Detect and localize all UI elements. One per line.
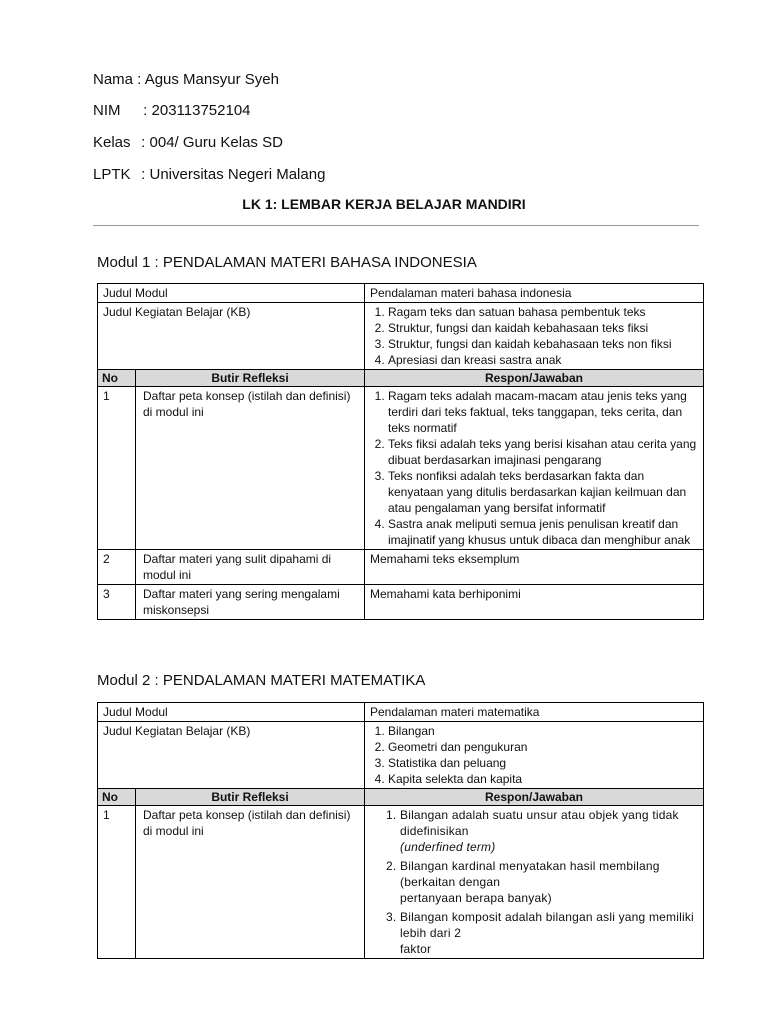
- list-item: 4. Sastra anak meliputi semua jenis penulisan kreatif dan imajinatif yang khusus untuk dibaca dan menghibur anak: [388, 516, 699, 548]
- nim-value: : 203113752104: [143, 102, 251, 119]
- lptk-value: : Universitas Negeri Malang: [141, 166, 326, 183]
- row-no: 1: [98, 806, 136, 959]
- list-item: 1. Ragam teks dan satuan bahasa pembentuk teks: [388, 304, 699, 320]
- nim-row: [93, 102, 251, 120]
- header-row: [98, 789, 704, 806]
- page-title: LK 1: LEMBAR KERJA BELAJAR MANDIRI: [242, 196, 526, 212]
- list-item: 4. Apresiasi dan kreasi sastra anak: [388, 352, 699, 368]
- list-item: [400, 909, 699, 957]
- judul-modul-value: Pendalaman materi bahasa indonesia: [365, 284, 704, 303]
- item-text: pertanyaan berapa banyak): [400, 891, 552, 905]
- col-respon: Respon/Jawaban: [365, 370, 704, 387]
- table-row: [98, 387, 704, 550]
- list-item: 3. Teks nonfiksi adalah teks berdasarkan fakta dan kenyataan yang ditulis berdasarkan kajian keilmuan dan atau pengalaman yang bersifat informatif: [388, 468, 699, 516]
- list-item: [400, 858, 699, 906]
- row-butir: Daftar peta konsep (istilah dan definisi) di modul ini: [136, 387, 365, 550]
- row-no: 3: [98, 585, 136, 620]
- modul1-table: [97, 283, 704, 620]
- respon-list: [370, 388, 699, 548]
- col-no: No: [98, 370, 136, 387]
- kb-list-cell: [365, 303, 704, 370]
- kb-list: [370, 304, 699, 368]
- divider: [93, 225, 699, 226]
- row-respon: [365, 806, 704, 959]
- kb-list-cell: [365, 722, 704, 789]
- item-text: Bilangan kardinal menyatakan hasil membilang (berkaitan dengan: [400, 859, 660, 889]
- respon-list: [370, 807, 699, 957]
- kelas-row: [93, 134, 283, 152]
- row-butir: Daftar materi yang sering mengalami miskonsepsi: [136, 585, 365, 620]
- row-no: 1: [98, 387, 136, 550]
- col-butir: Butir Refleksi: [136, 370, 365, 387]
- table-row: [98, 703, 704, 722]
- kb-label: Judul Kegiatan Belajar (KB): [98, 722, 365, 789]
- list-item: 2. Teks fiksi adalah teks yang berisi kisahan atau cerita yang dibuat berdasarkan imajinasi pengarang: [388, 436, 699, 468]
- modul1-heading: Modul 1 : PENDALAMAN MATERI BAHASA INDONESIA: [97, 254, 477, 271]
- kb-list: [370, 723, 699, 787]
- kelas-label: Kelas: [93, 134, 131, 151]
- table-row: [98, 722, 704, 789]
- row-no: 2: [98, 550, 136, 585]
- list-item: 4. Kapita selekta dan kapita: [388, 771, 699, 787]
- list-item: 1. Ragam teks adalah macam-macam atau jenis teks yang terdiri dari teks faktual, teks tanggapan, teks cerita, dan teks normatif: [388, 388, 699, 436]
- row-respon: [365, 387, 704, 550]
- table-row: [98, 585, 704, 620]
- nim-label: NIM: [93, 102, 121, 119]
- judul-modul-label: Judul Modul: [98, 284, 365, 303]
- table-row: [98, 303, 704, 370]
- table-row: [98, 806, 704, 959]
- nama-row: [93, 71, 279, 89]
- item-text: faktor: [400, 942, 432, 956]
- lptk-label: LPTK: [93, 166, 131, 183]
- list-item: 1. Bilangan: [388, 723, 699, 739]
- item-italic-text: (underfined term): [400, 840, 496, 854]
- table-row: [98, 284, 704, 303]
- modul2-table: [97, 702, 704, 959]
- kb-label: Judul Kegiatan Belajar (KB): [98, 303, 365, 370]
- kelas-value: : 004/ Guru Kelas SD: [141, 134, 283, 151]
- row-respon: Memahami teks eksemplum: [365, 550, 704, 585]
- judul-modul-label: Judul Modul: [98, 703, 365, 722]
- row-butir: Daftar peta konsep (istilah dan definisi) di modul ini: [136, 806, 365, 959]
- list-item: [400, 807, 699, 855]
- header-row: [98, 370, 704, 387]
- modul2-heading: Modul 2 : PENDALAMAN MATERI MATEMATIKA: [97, 672, 426, 689]
- nama-value: Agus Mansyur Syeh: [144, 71, 279, 88]
- item-text: Bilangan adalah suatu unsur atau objek yang tidak didefinisikan: [400, 808, 679, 838]
- list-item: 3. Statistika dan peluang: [388, 755, 699, 771]
- lptk-row: [93, 166, 325, 184]
- list-item: 2. Struktur, fungsi dan kaidah kebahasaan teks fiksi: [388, 320, 699, 336]
- row-butir: Daftar materi yang sulit dipahami di modul ini: [136, 550, 365, 585]
- list-item: 3. Struktur, fungsi dan kaidah kebahasaan teks non fiksi: [388, 336, 699, 352]
- judul-modul-value: Pendalaman materi matematika: [365, 703, 704, 722]
- item-text: Bilangan komposit adalah bilangan asli yang memiliki lebih dari 2: [400, 910, 694, 940]
- nama-label: Nama :: [93, 71, 142, 88]
- row-respon: Memahami kata berhiponimi: [365, 585, 704, 620]
- col-butir: Butir Refleksi: [136, 789, 365, 806]
- table-row: [98, 550, 704, 585]
- list-item: 2. Geometri dan pengukuran: [388, 739, 699, 755]
- col-respon: Respon/Jawaban: [365, 789, 704, 806]
- col-no: No: [98, 789, 136, 806]
